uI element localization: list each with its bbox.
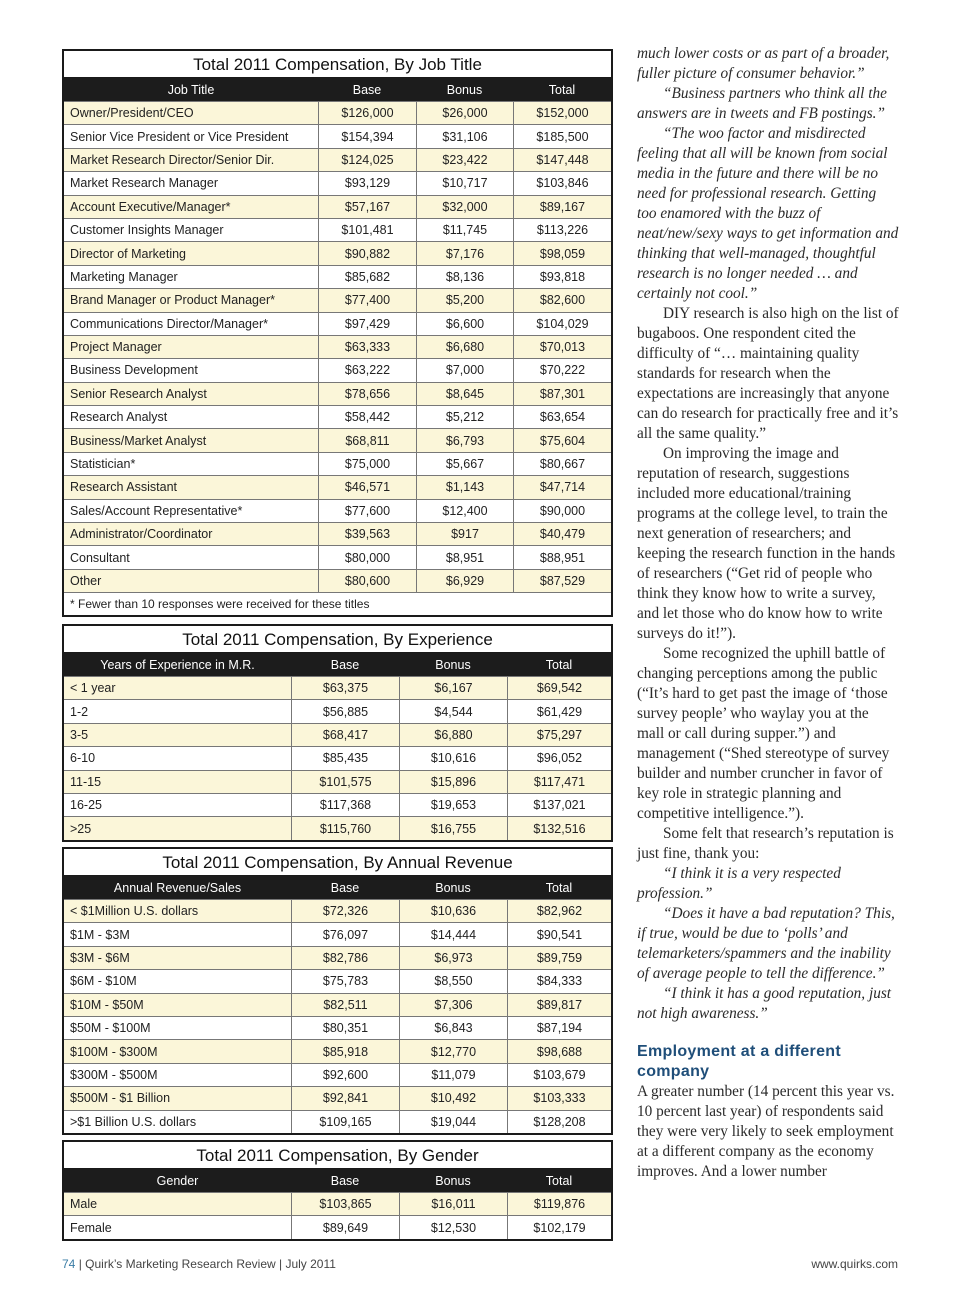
experience-label-cell: 11-15 [70,774,102,789]
job-row [64,265,611,288]
experience-table-header [64,653,611,676]
job-row [64,312,611,335]
gender-table [62,1140,613,1241]
gender-label-cell: Male [70,1197,98,1212]
experience-label-cell: 1-2 [70,704,89,719]
revenue-total-cell: $98,688 [507,1040,611,1062]
job-label-cell: Business Development [70,363,198,378]
revenue-bonus-cell: $7,306 [399,994,507,1016]
experience-row [64,699,611,722]
revenue-table-body [64,899,611,1133]
gender-total-cell: $102,179 [507,1216,611,1238]
article-paragraph: much lower costs or as part of a broader, fuller picture of consumer behavior.” [637,45,890,82]
revenue-base-cell: $82,786 [291,947,399,969]
job-row [64,148,611,171]
experience-bonus-cell: $19,653 [399,794,507,816]
article-paragraph: On improving the image and reputation of research, suggestions included more educational/training programs at the college level, to train the next generation of researchers; and keeping the research function in the hands of researchers (“Get rid of people who think they know how to write a survey, and let those who do know how to write surveys do it!”). [637,445,896,642]
job-base-cell: $63,333 [318,336,416,358]
experience-bonus-cell: $6,880 [399,724,507,746]
job-row [64,288,611,311]
col-header-bonus: Bonus [435,880,471,895]
job-total-cell: $152,000 [513,102,611,124]
job-total-cell: $63,654 [513,406,611,428]
revenue-base-cell: $75,783 [291,970,399,992]
revenue-table [62,847,613,1135]
job-bonus-cell: $8,136 [416,266,513,288]
revenue-label-cell: < $1Million U.S. dollars [70,904,199,919]
revenue-row [64,1110,611,1133]
gender-label-cell: Female [70,1220,112,1235]
revenue-bonus-cell: $6,843 [399,1017,507,1039]
footer-url[interactable]: www.quirks.com [811,1257,898,1271]
gender-row [64,1215,611,1238]
revenue-label-cell: $6M - $10M [70,974,137,989]
experience-label-cell: >25 [70,821,92,836]
revenue-bonus-cell: $14,444 [399,923,507,945]
job-total-cell: $88,951 [513,546,611,568]
revenue-total-cell: $82,962 [507,900,611,922]
job-total-cell: $147,448 [513,149,611,171]
job-base-cell: $97,429 [318,313,416,335]
col-header-base: Base [330,880,360,895]
job-total-cell: $185,500 [513,125,611,147]
revenue-base-cell: $80,351 [291,1017,399,1039]
job-total-cell: $75,604 [513,429,611,451]
job-base-cell: $78,656 [318,383,416,405]
job-total-cell: $87,529 [513,570,611,592]
job-total-cell: $87,301 [513,383,611,405]
revenue-row [64,922,611,945]
revenue-bonus-cell: $19,044 [399,1111,507,1133]
job-label-cell: Senior Research Analyst [70,386,207,401]
revenue-bonus-cell: $10,492 [399,1087,507,1109]
revenue-total-cell: $128,208 [507,1111,611,1133]
experience-total-cell: $61,429 [507,700,611,722]
revenue-base-cell: $92,841 [291,1087,399,1109]
job-total-cell: $104,029 [513,313,611,335]
job-bonus-cell: $5,212 [416,406,513,428]
job-label-cell: Account Executive/Manager* [70,199,231,214]
revenue-base-cell: $92,600 [291,1064,399,1086]
experience-bonus-cell: $10,616 [399,747,507,769]
article-paragraph: “I think it is a very respected profession.” [637,865,841,902]
revenue-row [64,1016,611,1039]
job-base-cell: $75,000 [318,453,416,475]
experience-label-cell: 6-10 [70,751,96,766]
article-paragraph: “Business partners who think all the answers are in tweets and FB postings.” [637,85,887,122]
job-label-cell: Business/Market Analyst [70,433,207,448]
job-label-cell: Sales/Account Representative* [70,503,243,518]
experience-label-cell: 16-25 [70,798,102,813]
gender-table-header [64,1169,611,1192]
revenue-label-cell: $1M - $3M [70,927,130,942]
job-bonus-cell: $11,745 [416,219,513,241]
job-row [64,241,611,264]
job-total-cell: $70,222 [513,359,611,381]
job-total-cell: $40,479 [513,523,611,545]
gender-total-cell: $119,876 [507,1193,611,1215]
job-total-cell: $103,846 [513,172,611,194]
experience-bonus-cell: $6,167 [399,677,507,699]
experience-base-cell: $85,435 [291,747,399,769]
job-bonus-cell: $1,143 [416,476,513,498]
job-base-cell: $77,400 [318,289,416,311]
job-label-cell: Communications Director/Manager* [70,316,268,331]
revenue-base-cell: $109,165 [291,1111,399,1133]
col-header-total: Total [545,657,573,672]
job-row [64,569,611,592]
job-label-cell: Customer Insights Manager [70,223,224,238]
job-base-cell: $77,600 [318,500,416,522]
revenue-label-cell: >$1 Billion U.S. dollars [70,1114,197,1129]
section-heading: Employment at a different company [637,1043,841,1080]
job-bonus-cell: $12,400 [416,500,513,522]
job-title-table-header [64,78,611,101]
job-label-cell: Market Research Director/Senior Dir. [70,152,275,167]
job-row [64,195,611,218]
job-label-cell: Statistician* [70,457,136,472]
revenue-label-cell: $50M - $100M [70,1021,151,1036]
revenue-total-cell: $90,541 [507,923,611,945]
experience-table-title: Total 2011 Compensation, By Experience [64,626,611,653]
job-row [64,358,611,381]
article-paragraph: DIY research is also high on the list of bugaboos. One respondent cited the difficulty of “… maintaining quality standards for research when the expectations are increasingly that anyone can do research for practically free and it’s all the same quality.” [637,305,899,442]
gender-table-title: Total 2011 Compensation, By Gender [64,1142,611,1169]
job-bonus-cell: $6,600 [416,313,513,335]
col-header-experience: Years of Experience in M.R. [100,657,255,672]
col-header-gender: Gender [156,1173,199,1188]
revenue-row [64,1063,611,1086]
job-base-cell: $46,571 [318,476,416,498]
article-paragraph: “I think it has a good reputation, just not high awareness.” [637,985,892,1022]
revenue-label-cell: $3M - $6M [70,950,130,965]
col-header-revenue: Annual Revenue/Sales [113,880,242,895]
footer-left [62,1257,336,1271]
revenue-table-title: Total 2011 Compensation, By Annual Revenue [64,849,611,876]
footer-separator: | [78,1257,86,1271]
article-paragraphs [637,44,899,1024]
job-bonus-cell: $6,793 [416,429,513,451]
job-bonus-cell: $31,106 [416,125,513,147]
experience-table-body [64,676,611,840]
job-label-cell: Marketing Manager [70,269,178,284]
gender-base-cell: $103,865 [291,1193,399,1215]
job-label-cell: Research Analyst [70,410,168,425]
experience-table [62,624,613,842]
job-total-cell: $90,000 [513,500,611,522]
job-base-cell: $68,811 [318,429,416,451]
job-row [64,335,611,358]
job-total-cell: $93,818 [513,266,611,288]
job-total-cell: $70,013 [513,336,611,358]
revenue-label-cell: $100M - $300M [70,1044,158,1059]
gender-base-cell: $89,649 [291,1216,399,1238]
job-row [64,101,611,124]
job-label-cell: Director of Marketing [70,246,187,261]
revenue-total-cell: $103,333 [507,1087,611,1109]
experience-row [64,746,611,769]
job-bonus-cell: $5,200 [416,289,513,311]
col-header-bonus: Bonus [446,82,483,97]
job-row [64,405,611,428]
job-total-cell: $89,167 [513,196,611,218]
job-label-cell: Project Manager [70,340,162,355]
job-row [64,545,611,568]
job-bonus-cell: $8,951 [416,546,513,568]
job-base-cell: $80,600 [318,570,416,592]
revenue-base-cell: $72,326 [291,900,399,922]
job-row [64,218,611,241]
revenue-bonus-cell: $8,550 [399,970,507,992]
article-paragraph: Some felt that research’s reputation is just fine, thank you: [637,825,894,862]
job-bonus-cell: $917 [416,523,513,545]
experience-total-cell: $117,471 [507,771,611,793]
job-label-cell: Administrator/Coordinator [70,527,213,542]
experience-base-cell: $63,375 [291,677,399,699]
experience-total-cell: $69,542 [507,677,611,699]
experience-total-cell: $75,297 [507,724,611,746]
col-header-base: Base [330,1173,360,1188]
job-title-table-title: Total 2011 Compensation, By Job Title [64,51,611,78]
job-base-cell: $58,442 [318,406,416,428]
job-label-cell: Owner/President/CEO [70,106,194,121]
col-header-total: Total [545,880,573,895]
job-bonus-cell: $23,422 [416,149,513,171]
experience-row [64,723,611,746]
experience-label-cell: < 1 year [70,681,116,696]
job-base-cell: $90,882 [318,242,416,264]
revenue-label-cell: $10M - $50M [70,997,144,1012]
gender-row [64,1192,611,1215]
job-row [64,382,611,405]
experience-row [64,676,611,699]
revenue-table-header [64,876,611,899]
job-total-cell: $98,059 [513,242,611,264]
article-column [637,44,899,1182]
job-title-table-body [64,101,611,592]
revenue-total-cell: $103,679 [507,1064,611,1086]
article-paragraph: “The woo factor and misdirected feeling that all will be known from social media in the future and there will be no need for professional research. Getting too enamored with the buzz of neat/new/sexy ways to get information and thinking that well-managed, thoughtful research is no longer needed … and certainly not cool.” [637,125,899,302]
job-row [64,452,611,475]
col-header-bonus: Bonus [435,1173,471,1188]
revenue-row [64,993,611,1016]
article-paragraph: Some recognized the uphill battle of changing perceptions among the public (“It’s hard to get past the image of ‘those survey people’ who waylay you at the mall or call during supper.”) and management (“Shed stereotype of survey builder and number cruncher in favor of key role in strategic planning and competitive intelligence.”). [637,645,890,822]
job-row [64,522,611,545]
job-base-cell: $93,129 [318,172,416,194]
experience-base-cell: $117,368 [291,794,399,816]
revenue-base-cell: $82,511 [291,994,399,1016]
gender-table-body [64,1192,611,1239]
job-base-cell: $154,394 [318,125,416,147]
job-label-cell: Other [70,574,102,588]
experience-base-cell: $56,885 [291,700,399,722]
job-bonus-cell: $6,680 [416,336,513,358]
revenue-base-cell: $85,918 [291,1040,399,1062]
job-total-cell: $82,600 [513,289,611,311]
job-title-table [62,49,613,617]
job-bonus-cell: $7,000 [416,359,513,381]
job-row [64,124,611,147]
job-base-cell: $124,025 [318,149,416,171]
revenue-label-cell: $500M - $1 Billion [70,1091,171,1106]
job-base-cell: $63,222 [318,359,416,381]
revenue-row [64,946,611,969]
experience-bonus-cell: $16,755 [399,817,507,839]
experience-base-cell: $101,575 [291,771,399,793]
col-header-base: Base [330,657,360,672]
job-base-cell: $39,563 [318,523,416,545]
job-bonus-cell: $5,667 [416,453,513,475]
revenue-bonus-cell: $6,973 [399,947,507,969]
experience-total-cell: $137,021 [507,794,611,816]
experience-total-cell: $132,516 [507,817,611,839]
job-base-cell: $57,167 [318,196,416,218]
gender-bonus-cell: $16,011 [399,1193,507,1215]
experience-base-cell: $68,417 [291,724,399,746]
experience-base-cell: $115,760 [291,817,399,839]
revenue-total-cell: $89,759 [507,947,611,969]
experience-label-cell: 3-5 [70,727,89,742]
page-number: 74 [62,1257,76,1271]
job-total-cell: $113,226 [513,219,611,241]
job-label-cell: Senior Vice President or Vice President [70,129,289,144]
job-base-cell: $126,000 [318,102,416,124]
job-bonus-cell: $7,176 [416,242,513,264]
revenue-row [64,1039,611,1062]
job-row [64,499,611,522]
col-header-total: Total [545,1173,573,1188]
revenue-total-cell: $87,194 [507,1017,611,1039]
article-closing-paragraph: A greater number (14 percent this year vs. 10 percent last year) of respondents said they were very likely to seek employment at a different company as the economy improves. And a lower number [637,1083,895,1180]
publication-name: Quirk’s Marketing Research Review | July 2011 [85,1257,336,1271]
revenue-total-cell: $84,333 [507,970,611,992]
revenue-bonus-cell: $10,636 [399,900,507,922]
revenue-total-cell: $89,817 [507,994,611,1016]
job-total-cell: $80,667 [513,453,611,475]
job-row [64,475,611,498]
job-bonus-cell: $32,000 [416,196,513,218]
job-row [64,428,611,451]
job-bonus-cell: $10,717 [416,172,513,194]
job-label-cell: Brand Manager or Product Manager* [70,293,275,308]
revenue-row [64,969,611,992]
job-base-cell: $101,481 [318,219,416,241]
job-label-cell: Consultant [70,550,130,565]
col-header-base: Base [352,82,382,97]
revenue-row [64,1086,611,1109]
job-base-cell: $80,000 [318,546,416,568]
col-header-job-title: Job Title [167,82,215,97]
experience-bonus-cell: $4,544 [399,700,507,722]
revenue-row [64,899,611,922]
page-footer [62,1257,898,1271]
job-bonus-cell: $26,000 [416,102,513,124]
col-header-total: Total [548,82,576,97]
revenue-bonus-cell: $12,770 [399,1040,507,1062]
article-paragraph: “Does it have a bad reputation? This, if true, would be due to ‘polls’ and telemarketers/spammers and the inability of average people to tell the difference.” [637,905,895,982]
experience-total-cell: $96,052 [507,747,611,769]
experience-bonus-cell: $15,896 [399,771,507,793]
job-title-footnote: * Fewer than 10 responses were received for these titles [64,592,611,615]
job-bonus-cell: $6,929 [416,570,513,592]
job-label-cell: Market Research Manager [70,176,218,191]
job-label-cell: Research Assistant [70,480,177,495]
experience-row [64,793,611,816]
job-row [64,171,611,194]
job-bonus-cell: $8,645 [416,383,513,405]
revenue-label-cell: $300M - $500M [70,1067,158,1082]
job-base-cell: $85,682 [318,266,416,288]
gender-bonus-cell: $12,530 [399,1216,507,1238]
job-total-cell: $47,714 [513,476,611,498]
col-header-bonus: Bonus [435,657,471,672]
revenue-base-cell: $76,097 [291,923,399,945]
revenue-bonus-cell: $11,079 [399,1064,507,1086]
experience-row [64,816,611,839]
experience-row [64,770,611,793]
